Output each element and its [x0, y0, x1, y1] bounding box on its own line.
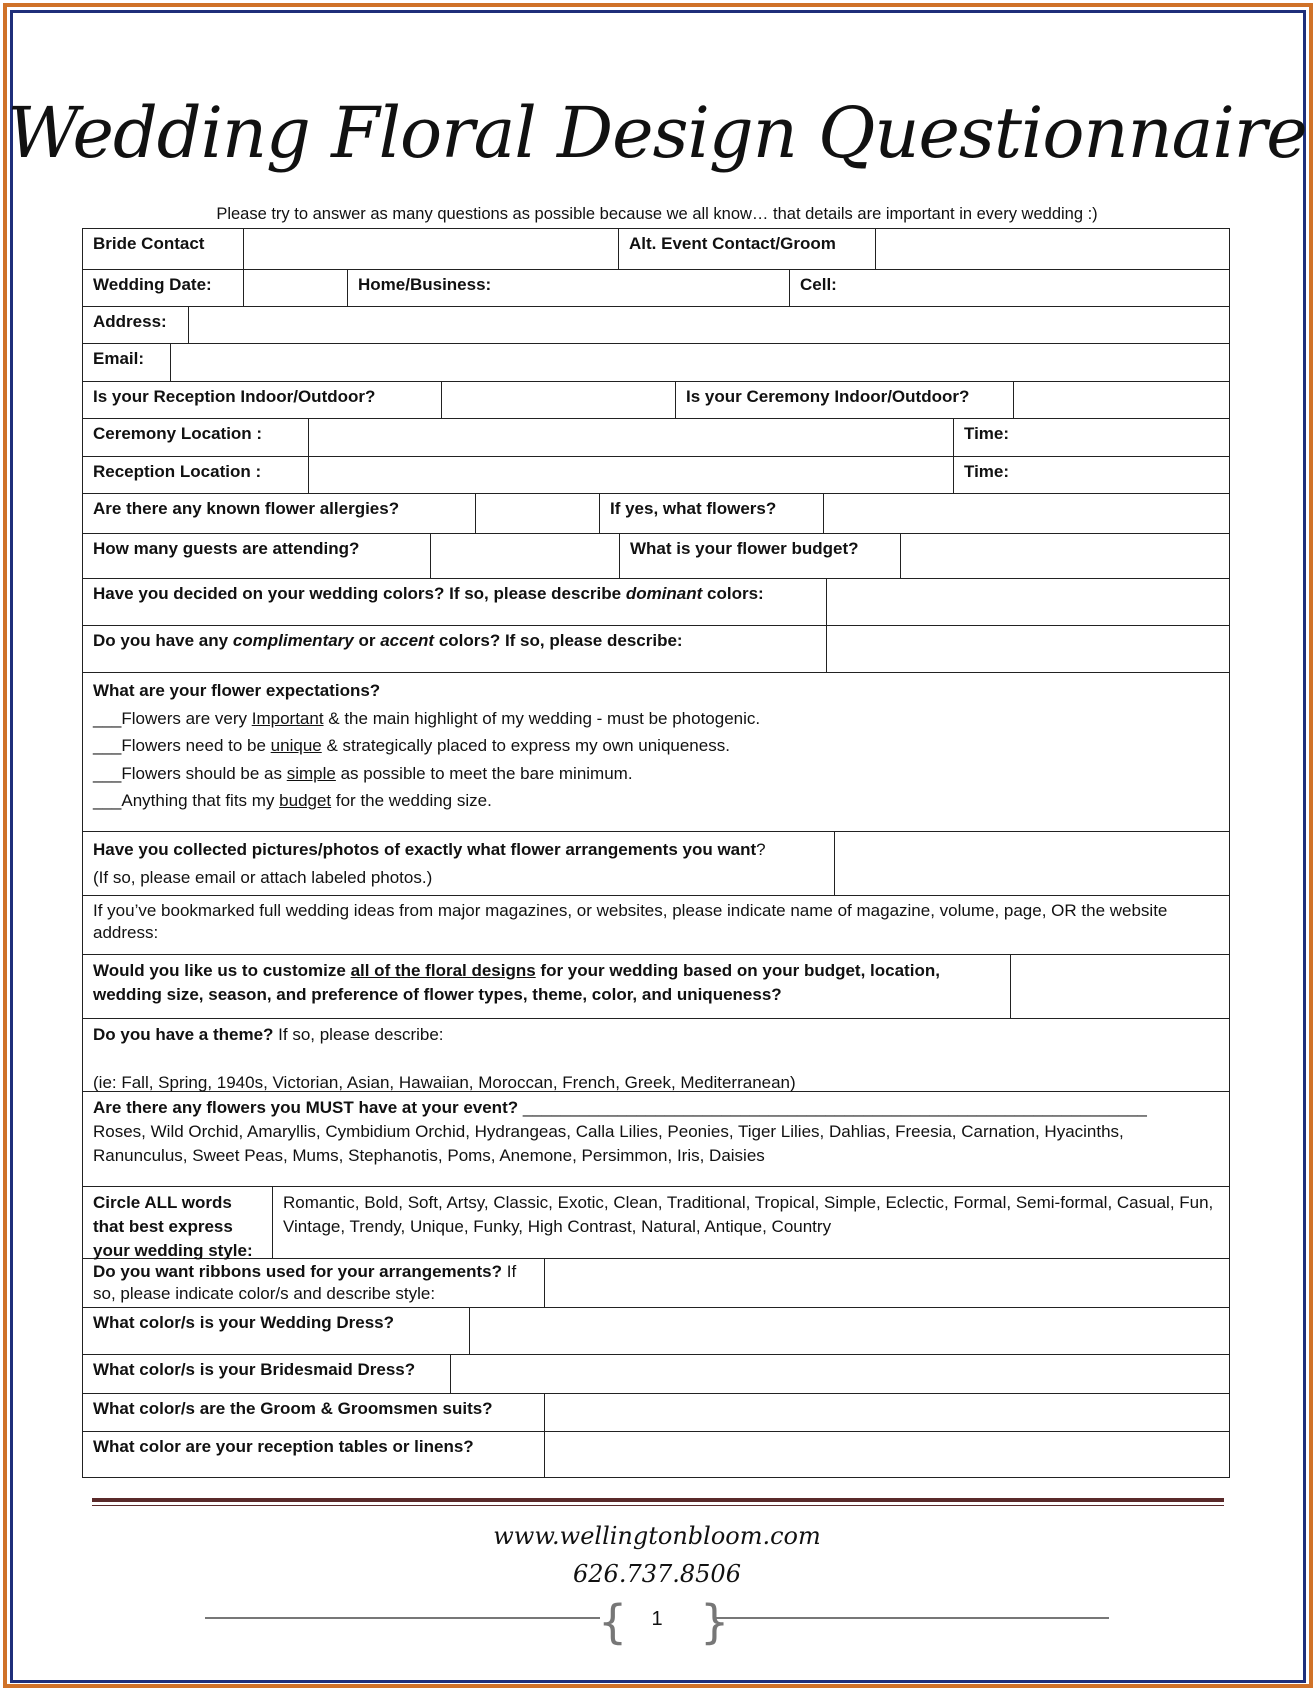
row-contacts [82, 228, 1230, 270]
expectation-option-1[interactable] [93, 705, 1219, 733]
theme-block[interactable] [83, 1019, 1229, 1091]
label-ceremony-time[interactable]: Time: [964, 424, 1010, 443]
exp4-text-3: for the wedding size. [331, 791, 492, 810]
exp4-text-2: budget [279, 791, 332, 810]
expectation-option-3[interactable] [93, 760, 1219, 788]
row-customize [82, 955, 1230, 1019]
label-email: Email: [83, 344, 171, 381]
footer-phone: 626.737.8506 [573, 1560, 741, 1588]
label-alt-contact: Alt. Event Contact/Groom [619, 229, 876, 269]
row-address [82, 307, 1230, 344]
footer-divider [92, 1498, 1224, 1502]
label-if-yes: If yes, what flowers? [600, 494, 824, 533]
customize-text-2: all of the floral designs [350, 961, 536, 980]
input-allergies[interactable] [476, 494, 600, 533]
input-alt-contact[interactable] [876, 229, 1229, 269]
accent-text-1: Do you have any [93, 631, 233, 650]
input-bride-contact[interactable] [244, 229, 619, 269]
label-ceremony-location: Ceremony Location : [83, 419, 309, 456]
customize-text-3: for your wedding based on your budget, location, wedding size, season, and preference of flower types, theme, color, and uniqueness? [93, 961, 940, 1004]
row-ribbons [82, 1259, 1230, 1308]
label-budget: What is your flower budget? [620, 534, 901, 578]
expectation-option-4[interactable] [93, 787, 1219, 815]
input-ceremony-indoor[interactable] [1014, 382, 1229, 418]
row-photos [82, 832, 1230, 896]
accent-text-3: or [353, 631, 381, 650]
input-photos[interactable] [835, 832, 1229, 895]
label-allergies: Are there any known flower allergies? [83, 494, 476, 533]
label-bridesmaid-dress: What color/s is your Bridesmaid Dress? [83, 1355, 451, 1393]
row-style-words [82, 1187, 1230, 1259]
row-indoor-outdoor [82, 382, 1230, 419]
input-guests[interactable] [431, 534, 620, 578]
input-wedding-dress[interactable] [470, 1308, 1229, 1354]
accent-text-2: complimentary [232, 631, 354, 650]
input-address[interactable] [189, 307, 1229, 343]
customize-text-1: Would you like us to customize [93, 961, 351, 980]
ribbons-text-1: Do you want ribbons used for your arrangements? [93, 1262, 502, 1281]
label-bookmarked[interactable]: If you’ve bookmarked full wedding ideas from major magazines, or websites, please indicate name of magazine, volume, page, OR the website address: [93, 901, 1168, 942]
must-have-blank: __________________________________________________________________ [518, 1098, 1147, 1117]
input-wedding-date[interactable] [244, 270, 348, 306]
input-reception-location[interactable] [309, 457, 954, 493]
photos-text-1: Have you collected pictures/photos of exactly what flower arrangements you want [93, 840, 757, 859]
row-wedding-dress [82, 1308, 1230, 1355]
row-linens [82, 1432, 1230, 1478]
row-must-have [82, 1092, 1230, 1187]
expectations-block [83, 673, 1229, 831]
page-title: Wedding Floral Design Questionnaire [7, 92, 1307, 174]
footer-divider-thin [92, 1505, 1224, 1506]
exp2-text-3: & strategically placed to express my own uniqueness. [321, 736, 730, 755]
input-ceremony-location[interactable] [309, 419, 954, 456]
left-bracket-icon: { [598, 1595, 628, 1649]
photos-text-3: (If so, please email or attach labeled photos.) [93, 868, 433, 887]
input-reception-indoor[interactable] [442, 382, 676, 418]
label-wedding-date: Wedding Date: [83, 270, 244, 306]
label-expectations: What are your flower expectations? [93, 681, 381, 700]
exp3-text-1: ___Flowers should be as [93, 763, 287, 783]
input-allergy-flowers[interactable] [824, 494, 1229, 533]
label-reception-time[interactable]: Time: [964, 462, 1010, 481]
exp2-text-2: unique [270, 736, 322, 755]
input-groom-suits[interactable] [545, 1394, 1229, 1431]
must-have-text-1: Are there any flowers you MUST have at your event? [93, 1098, 519, 1117]
subtitle: Please try to answer as many questions as possible because we all know… that details are important in every wedding :) [216, 205, 1098, 223]
expectation-option-2[interactable] [93, 732, 1219, 760]
row-bridesmaid-dress [82, 1355, 1230, 1394]
label-cell[interactable]: Cell: [800, 275, 837, 294]
input-dominant-colors[interactable] [827, 579, 1229, 625]
style-words-list[interactable]: Romantic, Bold, Soft, Artsy, Classic, Exotic, Clean, Traditional, Tropical, Simple, Eclectic, Formal, Semi-formal, Casual, Fun, Vintage, Trendy, Unique, Funky, High Contrast, Natural, Antique, Country [283, 1193, 1214, 1236]
row-theme [82, 1019, 1230, 1092]
exp3-text-3: as possible to meet the bare minimum. [335, 763, 633, 783]
must-have-examples: Roses, Wild Orchid, Amaryllis, Cymbidium Orchid, Hydrangeas, Calla Lilies, Peonies, Tiger Lilies, Dahlias, Freesia, Carnation, Hyacinths, Ranunculus, Sweet Peas, Mums, Stephanotis, Poms, Anemone, Persimmon, Iris, Daisies [93, 1122, 1124, 1165]
label-ribbons [83, 1259, 545, 1307]
row-groom-suits [82, 1394, 1230, 1432]
label-photos [83, 832, 835, 895]
label-reception-indoor: Is your Reception Indoor/Outdoor? [83, 382, 442, 418]
row-email [82, 344, 1230, 382]
ribbons-text-2: If so, please indicate color/s and describe style: [93, 1262, 517, 1303]
row-reception-location [82, 457, 1230, 494]
row-allergies [82, 494, 1230, 534]
accent-text-5: colors? If so, please describe: [434, 631, 683, 650]
theme-examples: (ie: Fall, Spring, 1940s, Victorian, Asian, Hawaiian, Moroccan, French, Greek, Mediterranean) [93, 1073, 796, 1092]
colors-text-3: colors: [702, 584, 764, 603]
label-groom-suits: What color/s are the Groom & Groomsmen suits? [83, 1394, 545, 1431]
label-accent-colors [83, 626, 827, 672]
theme-text-1: Do you have a theme? [93, 1025, 274, 1044]
exp4-text-1: ___Anything that fits my [93, 791, 280, 810]
label-bride-contact: Bride Contact [83, 229, 244, 269]
input-bridesmaid-dress[interactable] [451, 1355, 1229, 1393]
accent-text-4: accent [380, 631, 435, 650]
photos-text-2: ? [756, 840, 766, 859]
theme-text-2: If so, please describe: [273, 1025, 444, 1044]
label-linens: What color are your reception tables or linens? [83, 1432, 545, 1477]
row-bookmarked [82, 896, 1230, 955]
label-home-business[interactable]: Home/Business: [348, 270, 790, 306]
must-have-block[interactable] [83, 1092, 1229, 1186]
label-wedding-dress: What color/s is your Wedding Dress? [83, 1308, 470, 1354]
input-budget[interactable] [901, 534, 1229, 578]
page-number: 1 [651, 1608, 663, 1630]
row-ceremony-location [82, 419, 1230, 457]
exp1-text-2: Important [251, 708, 324, 728]
exp3-text-2: simple [286, 763, 336, 783]
label-guests: How many guests are attending? [83, 534, 431, 578]
row-guests-budget [82, 534, 1230, 579]
colors-text-2: dominant [625, 584, 703, 603]
row-expectations [82, 673, 1230, 832]
label-dominant-colors [83, 579, 827, 625]
row-accent-colors [82, 626, 1230, 673]
label-customize [83, 955, 1011, 1018]
row-date-phone [82, 270, 1230, 307]
input-customize[interactable] [1011, 955, 1229, 1018]
label-address: Address: [83, 307, 189, 343]
input-accent-colors[interactable] [827, 626, 1229, 672]
right-bracket-icon: } [700, 1595, 730, 1649]
label-reception-location: Reception Location : [83, 457, 309, 493]
footer-website: www.wellingtonbloom.com [493, 1522, 821, 1550]
input-ribbons[interactable] [545, 1259, 1229, 1307]
input-email[interactable] [171, 344, 1229, 381]
exp1-text-1: ___Flowers are very [93, 708, 252, 728]
questionnaire-form [82, 228, 1230, 1478]
colors-text-1: Have you decided on your wedding colors? If so, please describe [93, 584, 626, 603]
exp2-text-1: ___Flowers need to be [93, 736, 271, 755]
row-dominant-colors [82, 579, 1230, 626]
label-ceremony-indoor: Is your Ceremony Indoor/Outdoor? [676, 382, 1014, 418]
exp1-text-3: & the main highlight of my wedding - must be photogenic. [323, 708, 761, 728]
label-circle-words: Circle ALL words that best express your wedding style: [83, 1187, 273, 1258]
input-linens[interactable] [545, 1432, 1229, 1477]
